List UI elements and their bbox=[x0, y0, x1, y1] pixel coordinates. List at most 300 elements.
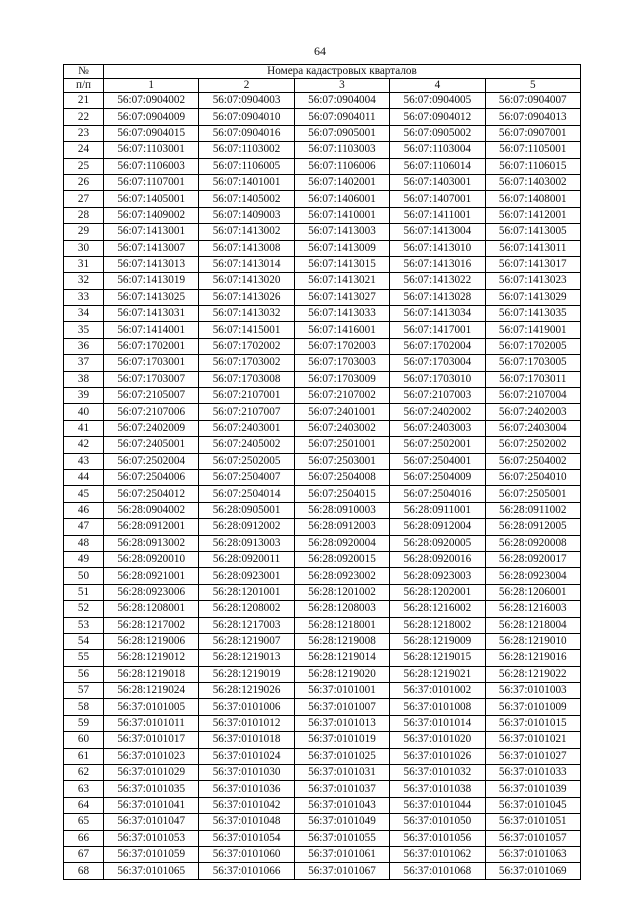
column-number: 5 bbox=[485, 79, 580, 93]
cadastral-number-cell: 56:07:1702003 bbox=[294, 338, 389, 354]
cadastral-number-cell: 56:07:1413010 bbox=[390, 240, 485, 256]
cadastral-number-cell: 56:28:1219013 bbox=[199, 650, 294, 666]
row-number: 26 bbox=[64, 174, 104, 190]
cadastral-number-cell: 56:07:1702004 bbox=[390, 338, 485, 354]
cadastral-number-cell: 56:07:2502004 bbox=[104, 453, 199, 469]
table-row bbox=[64, 683, 581, 699]
cadastral-number-cell: 56:07:1419001 bbox=[485, 322, 580, 338]
table-row bbox=[64, 158, 581, 174]
cadastral-number-cell: 56:07:1417001 bbox=[390, 322, 485, 338]
cadastral-number-cell: 56:28:0913003 bbox=[199, 535, 294, 551]
cadastral-number-cell: 56:37:0101003 bbox=[485, 683, 580, 699]
cadastral-number-cell: 56:07:1412001 bbox=[485, 207, 580, 223]
row-number: 54 bbox=[64, 633, 104, 649]
cadastral-number-cell: 56:07:1413013 bbox=[104, 256, 199, 272]
row-number: 53 bbox=[64, 617, 104, 633]
table-row bbox=[64, 486, 581, 502]
cadastral-number-cell: 56:07:2107001 bbox=[199, 388, 294, 404]
row-number: 30 bbox=[64, 240, 104, 256]
cadastral-number-cell: 56:28:1216002 bbox=[390, 601, 485, 617]
cadastral-number-cell: 56:37:0101065 bbox=[104, 863, 199, 879]
table-row bbox=[64, 93, 581, 109]
cadastral-number-cell: 56:28:1201001 bbox=[199, 584, 294, 600]
cadastral-number-cell: 56:37:0101068 bbox=[390, 863, 485, 879]
header-num-bottom: п/п bbox=[64, 79, 104, 93]
cadastral-number-cell: 56:37:0101030 bbox=[199, 765, 294, 781]
cadastral-number-cell: 56:07:1703002 bbox=[199, 355, 294, 371]
table-row bbox=[64, 207, 581, 223]
cadastral-number-cell: 56:37:0101012 bbox=[199, 715, 294, 731]
cadastral-number-cell: 56:07:1413035 bbox=[485, 306, 580, 322]
cadastral-number-cell: 56:37:0101044 bbox=[390, 797, 485, 813]
cadastral-number-cell: 56:28:1219024 bbox=[104, 683, 199, 699]
cadastral-number-cell: 56:07:0904009 bbox=[104, 109, 199, 125]
cadastral-number-cell: 56:37:0101055 bbox=[294, 830, 389, 846]
table-row bbox=[64, 633, 581, 649]
cadastral-number-cell: 56:07:2402003 bbox=[485, 404, 580, 420]
cadastral-number-cell: 56:28:1219009 bbox=[390, 633, 485, 649]
cadastral-number-cell: 56:07:2504010 bbox=[485, 469, 580, 485]
cadastral-number-cell: 56:07:1413020 bbox=[199, 273, 294, 289]
cadastral-number-cell: 56:07:2107006 bbox=[104, 404, 199, 420]
cadastral-number-cell: 56:28:1208001 bbox=[104, 601, 199, 617]
table-row bbox=[64, 846, 581, 862]
row-number: 27 bbox=[64, 191, 104, 207]
row-number: 38 bbox=[64, 371, 104, 387]
row-number: 23 bbox=[64, 125, 104, 141]
cadastral-number-cell: 56:37:0101053 bbox=[104, 830, 199, 846]
cadastral-number-cell: 56:28:1202001 bbox=[390, 584, 485, 600]
cadastral-number-cell: 56:28:0921001 bbox=[104, 568, 199, 584]
cadastral-number-cell: 56:28:0912002 bbox=[199, 519, 294, 535]
cadastral-number-cell: 56:28:0923001 bbox=[199, 568, 294, 584]
table-row bbox=[64, 814, 581, 830]
cadastral-number-cell: 56:37:0101051 bbox=[485, 814, 580, 830]
cadastral-number-cell: 56:07:1409002 bbox=[104, 207, 199, 223]
row-number: 59 bbox=[64, 715, 104, 731]
cadastral-number-cell: 56:07:2403003 bbox=[390, 420, 485, 436]
cadastral-number-cell: 56:07:2504015 bbox=[294, 486, 389, 502]
cadastral-number-cell: 56:07:2402009 bbox=[104, 420, 199, 436]
cadastral-number-cell: 56:07:1413028 bbox=[390, 289, 485, 305]
table-row bbox=[64, 617, 581, 633]
cadastral-number-cell: 56:07:1413008 bbox=[199, 240, 294, 256]
cadastral-number-cell: 56:28:1219010 bbox=[485, 633, 580, 649]
cadastral-number-cell: 56:37:0101008 bbox=[390, 699, 485, 715]
cadastral-number-cell: 56:28:0920010 bbox=[104, 551, 199, 567]
cadastral-number-cell: 56:07:2401001 bbox=[294, 404, 389, 420]
cadastral-number-cell: 56:28:0923004 bbox=[485, 568, 580, 584]
cadastral-number-cell: 56:28:1219018 bbox=[104, 666, 199, 682]
row-number: 68 bbox=[64, 863, 104, 879]
cadastral-number-cell: 56:07:1703007 bbox=[104, 371, 199, 387]
cadastral-number-cell: 56:28:1219014 bbox=[294, 650, 389, 666]
cadastral-number-cell: 56:07:2403004 bbox=[485, 420, 580, 436]
cadastral-number-cell: 56:07:1106005 bbox=[199, 158, 294, 174]
cadastral-number-cell: 56:28:0923006 bbox=[104, 584, 199, 600]
cadastral-number-cell: 56:07:0904003 bbox=[199, 93, 294, 109]
cadastral-number-cell: 56:07:1103003 bbox=[294, 142, 389, 158]
row-number: 41 bbox=[64, 420, 104, 436]
cadastral-number-cell: 56:07:1413004 bbox=[390, 224, 485, 240]
cadastral-number-cell: 56:28:0911002 bbox=[485, 502, 580, 518]
cadastral-number-cell: 56:07:1413009 bbox=[294, 240, 389, 256]
row-number: 42 bbox=[64, 437, 104, 453]
cadastral-number-cell: 56:07:1703009 bbox=[294, 371, 389, 387]
row-number: 50 bbox=[64, 568, 104, 584]
cadastral-number-cell: 56:37:0101038 bbox=[390, 781, 485, 797]
row-number: 55 bbox=[64, 650, 104, 666]
cadastral-number-cell: 56:07:1413029 bbox=[485, 289, 580, 305]
cadastral-number-cell: 56:07:2105007 bbox=[104, 388, 199, 404]
cadastral-number-cell: 56:07:0907001 bbox=[485, 125, 580, 141]
cadastral-number-cell: 56:07:1414001 bbox=[104, 322, 199, 338]
cadastral-number-cell: 56:07:1405002 bbox=[199, 191, 294, 207]
cadastral-number-cell: 56:37:0101023 bbox=[104, 748, 199, 764]
row-number: 48 bbox=[64, 535, 104, 551]
cadastral-number-cell: 56:28:1218004 bbox=[485, 617, 580, 633]
row-number: 47 bbox=[64, 519, 104, 535]
cadastral-number-cell: 56:37:0101067 bbox=[294, 863, 389, 879]
cadastral-number-cell: 56:07:2504002 bbox=[485, 453, 580, 469]
cadastral-number-cell: 56:07:0904015 bbox=[104, 125, 199, 141]
cadastral-number-cell: 56:07:2107004 bbox=[485, 388, 580, 404]
row-number: 45 bbox=[64, 486, 104, 502]
cadastral-number-cell: 56:28:1219015 bbox=[390, 650, 485, 666]
cadastral-number-cell: 56:37:0101005 bbox=[104, 699, 199, 715]
table-row bbox=[64, 863, 581, 879]
cadastral-number-cell: 56:07:1105001 bbox=[485, 142, 580, 158]
cadastral-number-cell: 56:28:0913002 bbox=[104, 535, 199, 551]
cadastral-number-cell: 56:07:1413032 bbox=[199, 306, 294, 322]
cadastral-number-cell: 56:07:1107001 bbox=[104, 174, 199, 190]
cadastral-number-cell: 56:37:0101045 bbox=[485, 797, 580, 813]
cadastral-number-cell: 56:07:2107003 bbox=[390, 388, 485, 404]
cadastral-table bbox=[63, 64, 581, 880]
table-row bbox=[64, 273, 581, 289]
cadastral-number-cell: 56:28:1218001 bbox=[294, 617, 389, 633]
table-row bbox=[64, 797, 581, 813]
cadastral-number-cell: 56:37:0101042 bbox=[199, 797, 294, 813]
cadastral-number-cell: 56:07:2504001 bbox=[390, 453, 485, 469]
row-number: 24 bbox=[64, 142, 104, 158]
cadastral-number-cell: 56:07:2402002 bbox=[390, 404, 485, 420]
cadastral-number-cell: 56:28:1217002 bbox=[104, 617, 199, 633]
cadastral-number-cell: 56:37:0101059 bbox=[104, 846, 199, 862]
cadastral-number-cell: 56:28:0923002 bbox=[294, 568, 389, 584]
cadastral-number-cell: 56:07:1402001 bbox=[294, 174, 389, 190]
cadastral-number-cell: 56:37:0101024 bbox=[199, 748, 294, 764]
cadastral-number-cell: 56:07:1702005 bbox=[485, 338, 580, 354]
cadastral-number-cell: 56:07:1405001 bbox=[104, 191, 199, 207]
table-row bbox=[64, 109, 581, 125]
cadastral-number-cell: 56:07:1413001 bbox=[104, 224, 199, 240]
table-row bbox=[64, 469, 581, 485]
cadastral-number-cell: 56:28:1201002 bbox=[294, 584, 389, 600]
column-number: 3 bbox=[294, 79, 389, 93]
cadastral-number-cell: 56:28:1219006 bbox=[104, 633, 199, 649]
cadastral-number-cell: 56:07:2504012 bbox=[104, 486, 199, 502]
cadastral-number-cell: 56:07:1413023 bbox=[485, 273, 580, 289]
cadastral-number-cell: 56:07:1702001 bbox=[104, 338, 199, 354]
cadastral-number-cell: 56:37:0101066 bbox=[199, 863, 294, 879]
cadastral-number-cell: 56:07:1403001 bbox=[390, 174, 485, 190]
cadastral-number-cell: 56:07:2403002 bbox=[294, 420, 389, 436]
cadastral-number-cell: 56:37:0101069 bbox=[485, 863, 580, 879]
table-row bbox=[64, 551, 581, 567]
cadastral-number-cell: 56:07:0905002 bbox=[390, 125, 485, 141]
cadastral-number-cell: 56:07:1407001 bbox=[390, 191, 485, 207]
row-number: 51 bbox=[64, 584, 104, 600]
table-row bbox=[64, 142, 581, 158]
row-number: 39 bbox=[64, 388, 104, 404]
cadastral-number-cell: 56:37:0101037 bbox=[294, 781, 389, 797]
cadastral-number-cell: 56:07:1401001 bbox=[199, 174, 294, 190]
cadastral-number-cell: 56:37:0101019 bbox=[294, 732, 389, 748]
cadastral-number-cell: 56:07:1413007 bbox=[104, 240, 199, 256]
cadastral-number-cell: 56:28:1219019 bbox=[199, 666, 294, 682]
cadastral-number-cell: 56:07:0904004 bbox=[294, 93, 389, 109]
table-row bbox=[64, 732, 581, 748]
table-row bbox=[64, 666, 581, 682]
row-number: 29 bbox=[64, 224, 104, 240]
cadastral-number-cell: 56:07:1416001 bbox=[294, 322, 389, 338]
table-row bbox=[64, 322, 581, 338]
cadastral-number-cell: 56:07:1413031 bbox=[104, 306, 199, 322]
table-row bbox=[64, 388, 581, 404]
cadastral-number-cell: 56:07:1413011 bbox=[485, 240, 580, 256]
table-row bbox=[64, 420, 581, 436]
table-body bbox=[64, 93, 581, 880]
cadastral-number-cell: 56:07:1413025 bbox=[104, 289, 199, 305]
cadastral-number-cell: 56:07:1413021 bbox=[294, 273, 389, 289]
cadastral-number-cell: 56:07:0904005 bbox=[390, 93, 485, 109]
cadastral-number-cell: 56:07:1103004 bbox=[390, 142, 485, 158]
cadastral-number-cell: 56:07:1410001 bbox=[294, 207, 389, 223]
cadastral-number-cell: 56:07:1413002 bbox=[199, 224, 294, 240]
column-number: 1 bbox=[104, 79, 199, 93]
cadastral-number-cell: 56:37:0101050 bbox=[390, 814, 485, 830]
table-row bbox=[64, 240, 581, 256]
cadastral-number-cell: 56:37:0101054 bbox=[199, 830, 294, 846]
cadastral-number-cell: 56:28:0920016 bbox=[390, 551, 485, 567]
cadastral-number-cell: 56:07:1413015 bbox=[294, 256, 389, 272]
cadastral-number-cell: 56:07:1413019 bbox=[104, 273, 199, 289]
table-row bbox=[64, 437, 581, 453]
table-row bbox=[64, 453, 581, 469]
header-num-top: № bbox=[64, 65, 104, 79]
cadastral-number-cell: 56:37:0101029 bbox=[104, 765, 199, 781]
cadastral-number-cell: 56:07:0905001 bbox=[294, 125, 389, 141]
cadastral-number-cell: 56:07:1413027 bbox=[294, 289, 389, 305]
table-row bbox=[64, 535, 581, 551]
row-number: 22 bbox=[64, 109, 104, 125]
row-number: 66 bbox=[64, 830, 104, 846]
cadastral-number-cell: 56:37:0101047 bbox=[104, 814, 199, 830]
table-row bbox=[64, 125, 581, 141]
cadastral-number-cell: 56:37:0101009 bbox=[485, 699, 580, 715]
cadastral-number-cell: 56:28:1206001 bbox=[485, 584, 580, 600]
cadastral-number-cell: 56:28:0912001 bbox=[104, 519, 199, 535]
cadastral-number-cell: 56:07:1413003 bbox=[294, 224, 389, 240]
cadastral-number-cell: 56:07:1703003 bbox=[294, 355, 389, 371]
cadastral-number-cell: 56:07:0904013 bbox=[485, 109, 580, 125]
table-row bbox=[64, 765, 581, 781]
row-number: 44 bbox=[64, 469, 104, 485]
cadastral-number-cell: 56:07:0904010 bbox=[199, 109, 294, 125]
cadastral-number-cell: 56:28:0912004 bbox=[390, 519, 485, 535]
cadastral-number-cell: 56:28:0920005 bbox=[390, 535, 485, 551]
cadastral-number-cell: 56:37:0101063 bbox=[485, 846, 580, 862]
cadastral-number-cell: 56:07:0904007 bbox=[485, 93, 580, 109]
cadastral-number-cell: 56:28:1219022 bbox=[485, 666, 580, 682]
cadastral-number-cell: 56:37:0101060 bbox=[199, 846, 294, 862]
table-row bbox=[64, 584, 581, 600]
cadastral-number-cell: 56:28:0912005 bbox=[485, 519, 580, 535]
cadastral-number-cell: 56:07:0904012 bbox=[390, 109, 485, 125]
row-number: 36 bbox=[64, 338, 104, 354]
column-number: 2 bbox=[199, 79, 294, 93]
row-number: 35 bbox=[64, 322, 104, 338]
row-number: 63 bbox=[64, 781, 104, 797]
cadastral-number-cell: 56:07:1106014 bbox=[390, 158, 485, 174]
row-number: 58 bbox=[64, 699, 104, 715]
cadastral-number-cell: 56:07:1409003 bbox=[199, 207, 294, 223]
cadastral-number-cell: 56:37:0101018 bbox=[199, 732, 294, 748]
table-row bbox=[64, 371, 581, 387]
cadastral-number-cell: 56:07:1415001 bbox=[199, 322, 294, 338]
cadastral-number-cell: 56:07:2504007 bbox=[199, 469, 294, 485]
table-row bbox=[64, 174, 581, 190]
table-row bbox=[64, 781, 581, 797]
cadastral-number-cell: 56:07:2502005 bbox=[199, 453, 294, 469]
column-number: 4 bbox=[390, 79, 485, 93]
row-number: 49 bbox=[64, 551, 104, 567]
cadastral-number-cell: 56:07:1103001 bbox=[104, 142, 199, 158]
cadastral-number-cell: 56:07:2505001 bbox=[485, 486, 580, 502]
row-number: 43 bbox=[64, 453, 104, 469]
cadastral-number-cell: 56:28:1219020 bbox=[294, 666, 389, 682]
cadastral-number-cell: 56:07:0904002 bbox=[104, 93, 199, 109]
cadastral-number-cell: 56:37:0101043 bbox=[294, 797, 389, 813]
table-row bbox=[64, 601, 581, 617]
cadastral-number-cell: 56:07:1413026 bbox=[199, 289, 294, 305]
cadastral-number-cell: 56:07:1103002 bbox=[199, 142, 294, 158]
cadastral-number-cell: 56:37:0101021 bbox=[485, 732, 580, 748]
row-number: 46 bbox=[64, 502, 104, 518]
cadastral-number-cell: 56:28:0920011 bbox=[199, 551, 294, 567]
cadastral-number-cell: 56:07:2504009 bbox=[390, 469, 485, 485]
cadastral-number-cell: 56:28:1217003 bbox=[199, 617, 294, 633]
header-title: Номера кадастровых кварталов bbox=[104, 65, 581, 79]
cadastral-number-cell: 56:37:0101027 bbox=[485, 748, 580, 764]
cadastral-number-cell: 56:07:1703011 bbox=[485, 371, 580, 387]
table-row bbox=[64, 568, 581, 584]
row-number: 31 bbox=[64, 256, 104, 272]
cadastral-number-cell: 56:37:0101035 bbox=[104, 781, 199, 797]
cadastral-number-cell: 56:07:1703004 bbox=[390, 355, 485, 371]
cadastral-number-cell: 56:28:1218002 bbox=[390, 617, 485, 633]
row-number: 52 bbox=[64, 601, 104, 617]
table-header bbox=[64, 65, 581, 93]
table-row bbox=[64, 699, 581, 715]
cadastral-number-cell: 56:37:0101033 bbox=[485, 765, 580, 781]
row-number: 32 bbox=[64, 273, 104, 289]
cadastral-number-cell: 56:07:2502001 bbox=[390, 437, 485, 453]
row-number: 67 bbox=[64, 846, 104, 862]
cadastral-number-cell: 56:07:2107002 bbox=[294, 388, 389, 404]
cadastral-number-cell: 56:07:1702002 bbox=[199, 338, 294, 354]
row-number: 37 bbox=[64, 355, 104, 371]
cadastral-number-cell: 56:37:0101061 bbox=[294, 846, 389, 862]
cadastral-number-cell: 56:07:2504006 bbox=[104, 469, 199, 485]
cadastral-number-cell: 56:28:0905001 bbox=[199, 502, 294, 518]
cadastral-number-cell: 56:37:0101026 bbox=[390, 748, 485, 764]
table-row bbox=[64, 338, 581, 354]
cadastral-number-cell: 56:28:1219016 bbox=[485, 650, 580, 666]
cadastral-number-cell: 56:07:1413033 bbox=[294, 306, 389, 322]
cadastral-number-cell: 56:07:1411001 bbox=[390, 207, 485, 223]
cadastral-number-cell: 56:28:1208003 bbox=[294, 601, 389, 617]
row-number: 21 bbox=[64, 93, 104, 109]
cadastral-number-cell: 56:28:0920017 bbox=[485, 551, 580, 567]
cadastral-number-cell: 56:28:0904002 bbox=[104, 502, 199, 518]
cadastral-number-cell: 56:07:1106006 bbox=[294, 158, 389, 174]
cadastral-number-cell: 56:37:0101057 bbox=[485, 830, 580, 846]
cadastral-number-cell: 56:07:2405001 bbox=[104, 437, 199, 453]
table-row bbox=[64, 256, 581, 272]
cadastral-number-cell: 56:37:0101017 bbox=[104, 732, 199, 748]
cadastral-number-cell: 56:28:0910003 bbox=[294, 502, 389, 518]
cadastral-number-cell: 56:07:1703010 bbox=[390, 371, 485, 387]
cadastral-number-cell: 56:28:1219007 bbox=[199, 633, 294, 649]
cadastral-number-cell: 56:07:1406001 bbox=[294, 191, 389, 207]
cadastral-number-cell: 56:37:0101007 bbox=[294, 699, 389, 715]
cadastral-number-cell: 56:37:0101039 bbox=[485, 781, 580, 797]
table-row bbox=[64, 355, 581, 371]
cadastral-number-cell: 56:28:1208002 bbox=[199, 601, 294, 617]
cadastral-number-cell: 56:07:1106015 bbox=[485, 158, 580, 174]
cadastral-number-cell: 56:37:0101048 bbox=[199, 814, 294, 830]
cadastral-number-cell: 56:37:0101036 bbox=[199, 781, 294, 797]
cadastral-number-cell: 56:07:2504014 bbox=[199, 486, 294, 502]
cadastral-number-cell: 56:28:1219008 bbox=[294, 633, 389, 649]
table-row bbox=[64, 306, 581, 322]
cadastral-number-cell: 56:07:0904016 bbox=[199, 125, 294, 141]
cadastral-number-cell: 56:07:1703001 bbox=[104, 355, 199, 371]
row-number: 28 bbox=[64, 207, 104, 223]
row-number: 61 bbox=[64, 748, 104, 764]
row-number: 60 bbox=[64, 732, 104, 748]
row-number: 64 bbox=[64, 797, 104, 813]
cadastral-number-cell: 56:07:2403001 bbox=[199, 420, 294, 436]
row-number: 34 bbox=[64, 306, 104, 322]
cadastral-number-cell: 56:28:0920004 bbox=[294, 535, 389, 551]
cadastral-number-cell: 56:37:0101062 bbox=[390, 846, 485, 862]
row-number: 33 bbox=[64, 289, 104, 305]
cadastral-number-cell: 56:37:0101056 bbox=[390, 830, 485, 846]
table-row bbox=[64, 289, 581, 305]
cadastral-number-cell: 56:37:0101006 bbox=[199, 699, 294, 715]
cadastral-number-cell: 56:07:2504016 bbox=[390, 486, 485, 502]
cadastral-number-cell: 56:07:1413022 bbox=[390, 273, 485, 289]
cadastral-number-cell: 56:07:1413016 bbox=[390, 256, 485, 272]
cadastral-number-cell: 56:28:0923003 bbox=[390, 568, 485, 584]
cadastral-number-cell: 56:37:0101013 bbox=[294, 715, 389, 731]
cadastral-number-cell: 56:37:0101032 bbox=[390, 765, 485, 781]
cadastral-number-cell: 56:37:0101002 bbox=[390, 683, 485, 699]
cadastral-number-cell: 56:37:0101031 bbox=[294, 765, 389, 781]
